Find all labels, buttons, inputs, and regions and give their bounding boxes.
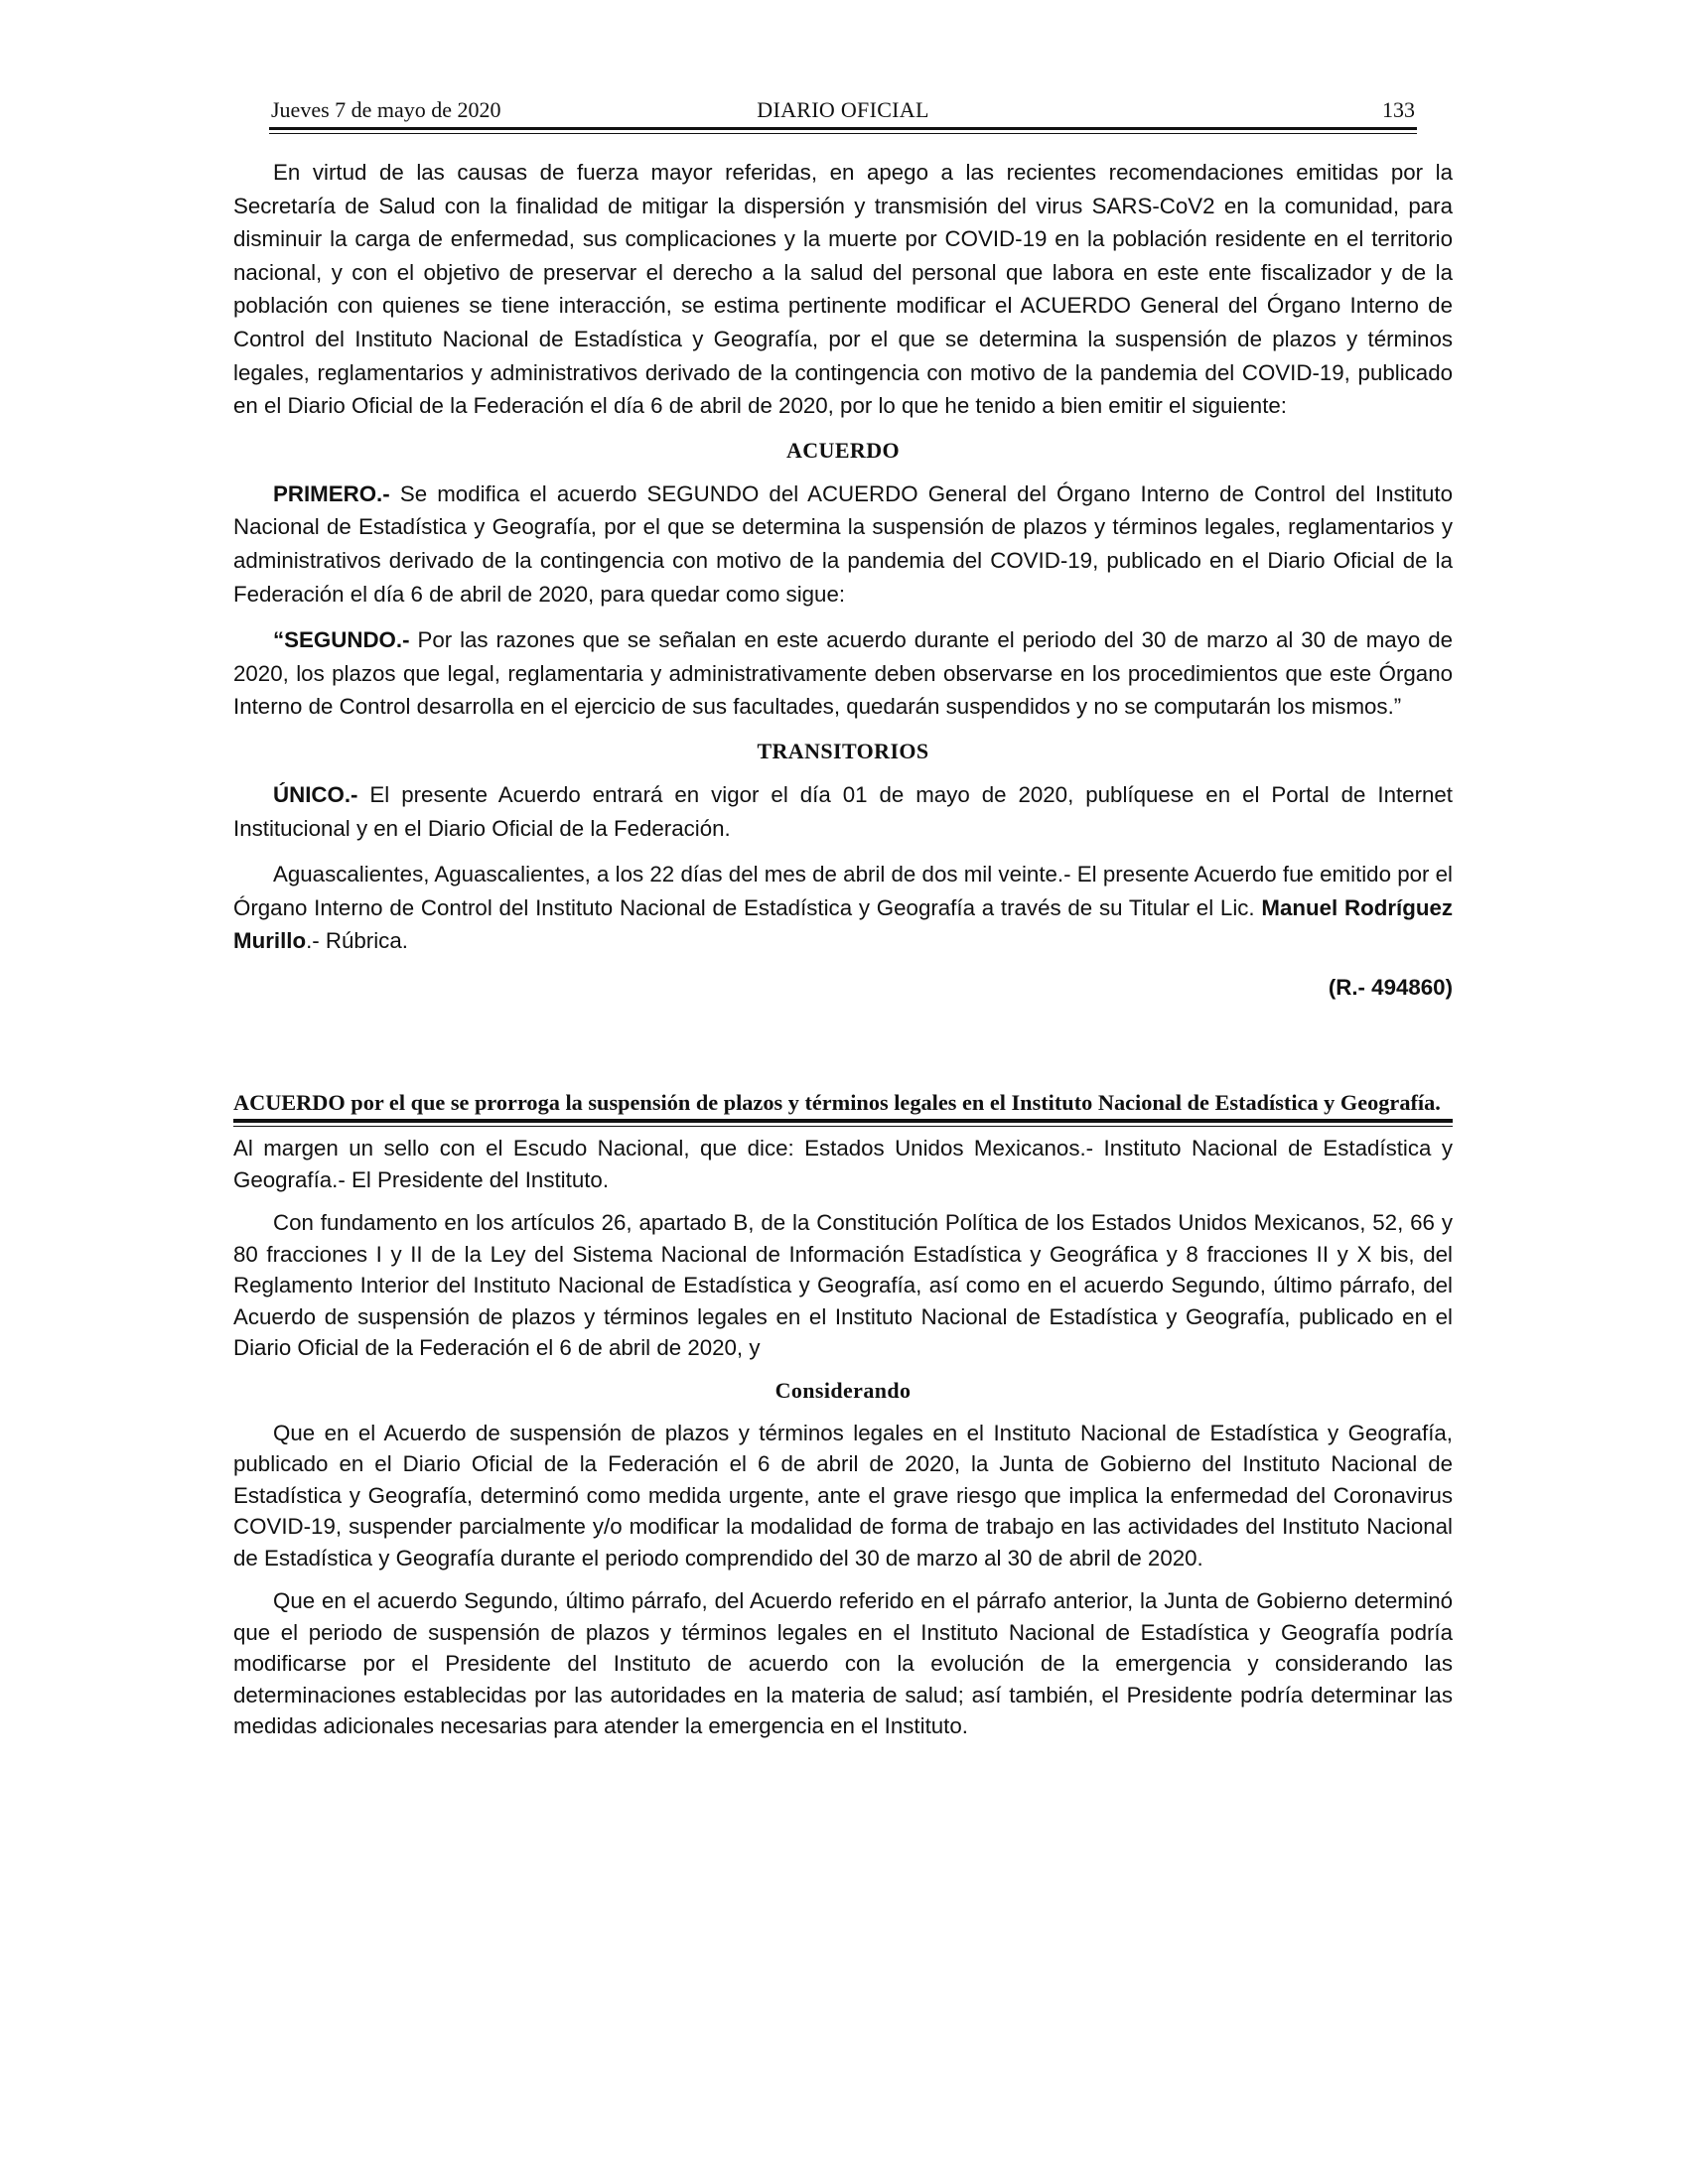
unico-paragraph — [233, 778, 1453, 845]
transitorios-heading: TRANSITORIOS — [757, 738, 929, 763]
closing-text: Aguascalientes, Aguascalientes, a los 22 días del mes de abril de dos mil veinte.- El presente Acuerdo fue emitido por el Órgano Interno de Control del Instituto Nacional de Estadística y Geografía a través de su Titular el Lic. — [233, 862, 1453, 920]
closing-paragraph — [233, 858, 1453, 958]
header-date: Jueves 7 de mayo de 2020 — [271, 97, 501, 122]
intro-paragraph: En virtud de las causas de fuerza mayor referidas, en apego a las recientes recomendaciones emitidas por la Secretaría de Salud con la finalidad de mitigar la dispersión y transmisión del virus SARS-CoV2 en la comunidad, para disminuir la carga de enfermedad, sus complicaciones y la muerte por COVID-19 en la población residente en el territorio nacional, y con el objetivo de preservar el derecho a la salud del personal que labora en este ente fiscalizador y de la población con quienes se tiene interacción, se estima pertinente modificar el ACUERDO General del Órgano Interno de Control del Instituto Nacional de Estadística y Geografía, por el que se determina la suspensión de plazos y términos legales, reglamentarios y administrativos derivado de la contingencia con motivo de la pandemia del COVID-19, publicado en el Diario Oficial de la Federación el día 6 de abril de 2020, por lo que he tenido a bien emitir el siguiente: — [233, 160, 1453, 419]
publication-reference: (R.- 494860) — [1328, 974, 1453, 1000]
header-rule — [269, 127, 1417, 134]
running-header — [233, 95, 1453, 125]
decree-title: ACUERDO por el que se prorroga la suspensión de plazos y términos legales en el Instituto Nacional de Estadística y Geografía. — [233, 1090, 1441, 1116]
considerando-paragraph-2: Que en el acuerdo Segundo, último párrafo, del Acuerdo referido en el párrafo anterior, la Junta de Gobierno determinó que el periodo de suspensión de plazos y términos legales en el Instituto Nacional de Estadística y Geografía podría modificarse por el Presidente del Instituto de acuerdo con la evolución de la emergencia y considerando las determinaciones establecidas por las autoridades en la materia de salud; así también, el Presidente podría determinar las medidas adicionales necesarias para atender la emergencia en el Instituto. — [233, 1588, 1453, 1739]
seal-paragraph: Al margen un sello con el Escudo Nacional, que dice: Estados Unidos Mexicanos.- Instituto Nacional de Estadística y Geografía.- El Presidente del Instituto. — [233, 1136, 1453, 1192]
section-one — [233, 156, 1453, 1004]
decree-title-rule — [233, 1119, 1453, 1127]
considerando-paragraph-1: Que en el Acuerdo de suspensión de plazos y términos legales en el Instituto Nacional de Estadística y Geografía, publicado en el Diario Oficial de la Federación el 6 de abril de 2020, la Junta de Gobierno del Instituto Nacional de Estadística y Geografía, determinó como medida urgente, ante el grave riesgo que implica la enfermedad del Coronavirus COVID-19, suspender parcialmente y/o modificar la modalidad de forma de trabajo en las actividades del Instituto Nacional de Estadística y Geografía durante el periodo comprendido del 30 de marzo al 30 de abril de 2020. — [233, 1420, 1453, 1570]
considerando-heading: Considerando — [774, 1377, 912, 1403]
section-divider-space — [233, 1004, 1453, 1089]
document-page — [233, 95, 1453, 1754]
segundo-label: “SEGUNDO.- — [273, 627, 410, 653]
primero-text: Se modifica el acuerdo SEGUNDO del ACUERDO General del Órgano Interno de Control del Instituto Nacional de Estadística y Geografía, por el que se determina la suspensión de plazos y términos legales, reglamentarios y administrativos derivado de la contingencia con motivo de la pandemia del COVID-19, publicado en el Diario Oficial de la Federación el día 6 de abril de 2020, para quedar como sigue: — [233, 480, 1453, 607]
fundamento-paragraph: Con fundamento en los artículos 26, apartado B, de la Constitución Política de los Estados Unidos Mexicanos, 52, 66 y 80 fracciones I y II de la Ley del Sistema Nacional de Información Estadística y Geográfica y 8 fracciones II y X bis, del Reglamento Interior del Instituto Nacional de Estadística y Geografía, así como en el acuerdo Segundo, último párrafo, del Acuerdo de suspensión de plazos y términos legales en el Instituto Nacional de Estadística y Geografía, publicado en el Diario Oficial de la Federación el 6 de abril de 2020, y — [233, 1210, 1453, 1361]
unico-text: El presente Acuerdo entrará en vigor el día 01 de mayo de 2020, publíquese en el Portal de Internet Institucional y en el Diario Oficial de la Federación. — [233, 781, 1453, 841]
section-two — [233, 1133, 1453, 1742]
segundo-text: Por las razones que se señalan en este acuerdo durante el periodo del 30 de marzo al 30 de mayo de 2020, los plazos que legal, reglamentaria y administrativamente deben observarse en los procedimientos que este Órgano Interno de Control desarrolla en el ejercicio de sus facultades, quedarán suspendidos y no se computarán los mismos.” — [233, 627, 1453, 720]
rubrica-text: .- Rúbrica. — [306, 928, 408, 954]
primero-label: PRIMERO.- — [273, 480, 390, 506]
header-page-number: 133 — [1382, 97, 1415, 122]
header-journal-title: DIARIO OFICIAL — [757, 97, 929, 122]
primero-paragraph — [233, 478, 1453, 611]
segundo-paragraph — [233, 623, 1453, 724]
signatory-name: Manuel Rodríguez Murillo — [233, 894, 1453, 954]
acuerdo-heading: ACUERDO — [785, 437, 901, 463]
unico-label: ÚNICO.- — [273, 781, 358, 807]
